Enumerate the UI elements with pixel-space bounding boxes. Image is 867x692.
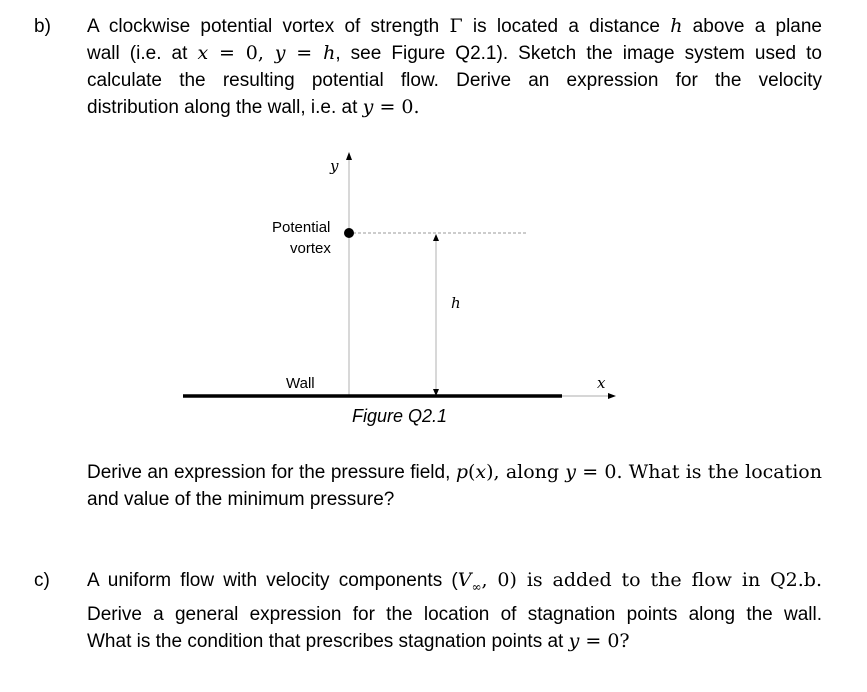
part-c-line-1: A uniform flow with velocity components ($V_\infty$, 0) is added to the flow in Q2.b. bbox=[87, 569, 823, 594]
part-c-question bbox=[87, 567, 822, 655]
vortex-label-line-1: Potential bbox=[272, 219, 331, 236]
part-b-line-4: distribution along the wall, i.e. at y = 0. bbox=[87, 96, 420, 118]
part-c-line-2: Derive a general expression for the location of stagnation points along the wall. bbox=[87, 603, 822, 625]
x-axis-arrowhead bbox=[608, 393, 616, 399]
height-arrowhead-top bbox=[433, 234, 439, 241]
part-c-line-3: What is the condition that prescribes stagnation points at y = 0? bbox=[87, 629, 630, 652]
part-b-line-1: A clockwise potential vortex of strength Γ is located a distance h above a plane bbox=[87, 15, 822, 37]
x-axis-label: x bbox=[597, 374, 606, 392]
part-b-line-3: calculate the resulting potential flow. Derive an expression for the velocity bbox=[87, 70, 822, 91]
vortex-label-line-2: vortex bbox=[290, 240, 331, 257]
figure-caption: Figure Q2.1 bbox=[352, 406, 448, 426]
y-axis-arrowhead bbox=[346, 152, 352, 160]
wall-label: Wall bbox=[286, 375, 315, 392]
part-b2-line-1: Derive an expression for the pressure field, p(x), along y = 0. What is the location bbox=[87, 461, 822, 483]
height-label: h bbox=[451, 294, 461, 312]
part-b-pressure-question bbox=[87, 459, 822, 513]
part-b-label: b) bbox=[34, 16, 51, 37]
y-axis-label: y bbox=[330, 157, 339, 175]
part-c-label: c) bbox=[34, 570, 50, 591]
part-b2-line-2: and value of the minimum pressure? bbox=[87, 489, 395, 510]
part-b-line-2: wall (i.e. at x = 0, y = h, see Figure Q2.1). Sketch the image system used to bbox=[87, 42, 822, 64]
potential-vortex-dot bbox=[344, 228, 354, 238]
